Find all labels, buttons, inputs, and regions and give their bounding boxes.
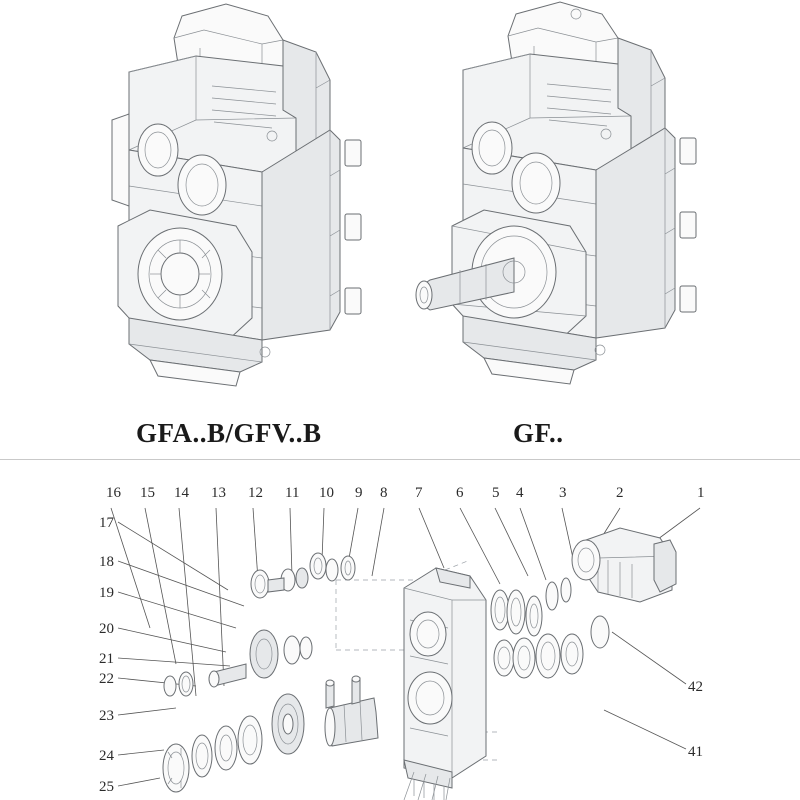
callout-4: 4 [516,485,524,501]
right-leader-lines [604,632,686,749]
callout-22: 22 [99,671,114,687]
callout-11: 11 [285,485,300,501]
callout-25: 25 [99,779,114,795]
callout-19: 19 [99,585,114,601]
small-parts-row-top [251,553,355,598]
callout-15: 15 [140,485,155,501]
caption-gfa-b-gfv-b: GFA..B/GFV..B [136,418,322,448]
callout-42: 42 [688,679,703,695]
callout-24: 24 [99,748,114,764]
callout-13: 13 [211,485,226,501]
callout-17: 17 [99,515,114,531]
callout-18: 18 [99,554,114,570]
callout-1: 1 [697,485,705,501]
callout-8: 8 [380,485,388,501]
callout-5: 5 [492,485,500,501]
callout-41: 41 [688,744,703,760]
gearbox-assembly-left [112,4,361,386]
gear-and-shaft-bottom [163,676,378,792]
motor-adapter-part [572,528,676,602]
callout-2: 2 [616,485,624,501]
caption-gf: GF.. [513,418,564,448]
callout-21: 21 [99,651,114,667]
callout-20: 20 [99,621,114,637]
callout-14: 14 [174,485,189,501]
callout-6: 6 [456,485,464,501]
callout-10: 10 [319,485,334,501]
gearbox-assembly-right [416,2,696,384]
callout-16: 16 [106,485,121,501]
callout-9: 9 [355,485,363,501]
callout-12: 12 [248,485,263,501]
exploded-view-svg [0,460,800,800]
callout-3: 3 [559,485,567,501]
ring-stack-right [491,578,571,636]
callout-23: 23 [99,708,114,724]
exploded-view-section [0,460,800,800]
housing-part [404,568,486,800]
callout-7: 7 [415,485,423,501]
